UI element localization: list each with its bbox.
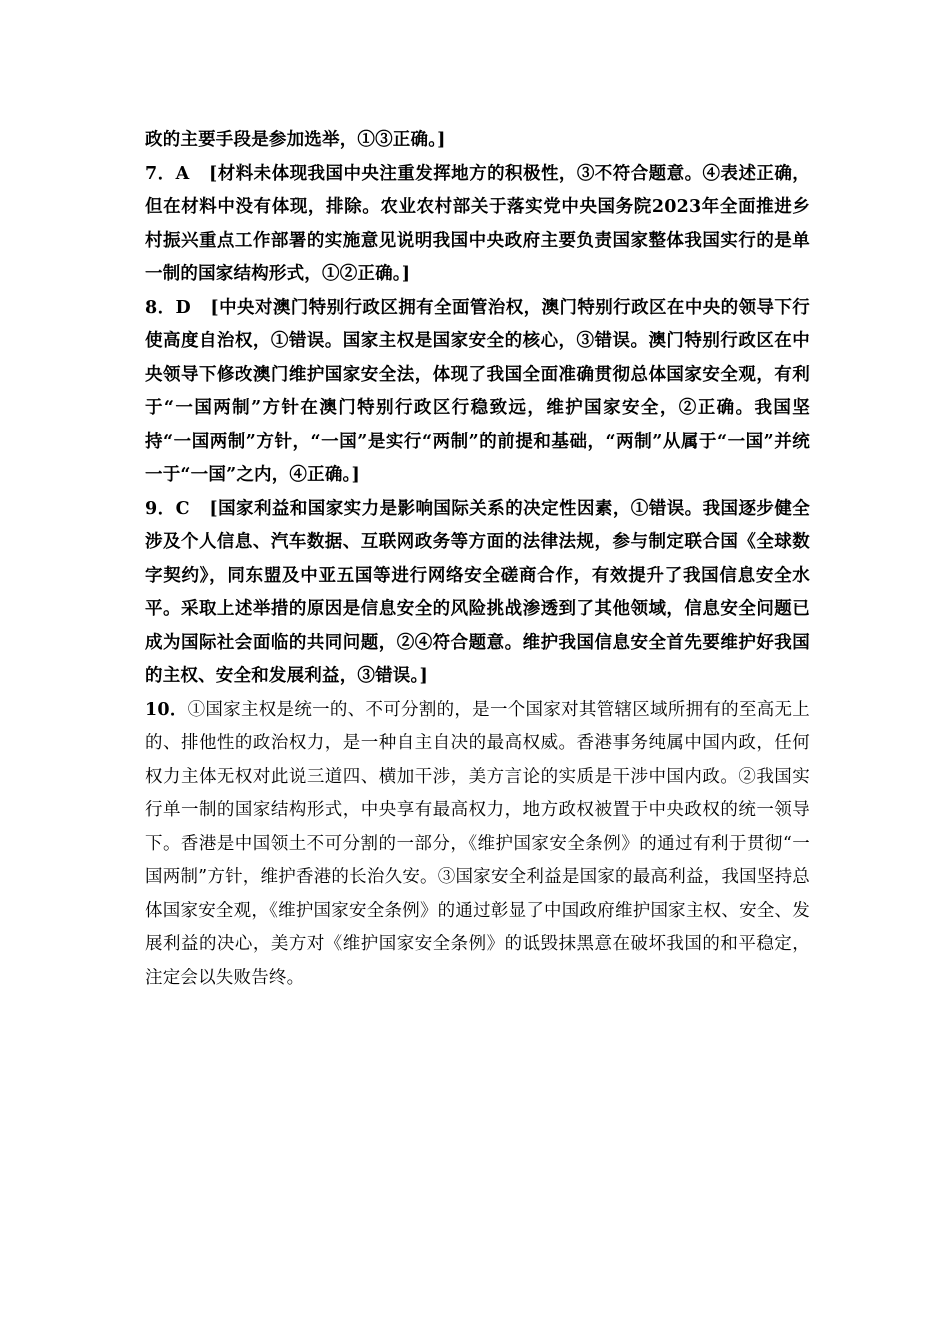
item-text: ①国家主权是统一的、不可分割的，是一个国家对其管辖区域所拥有的至高无上的、排他性的政治权力，是一种自主自决的最高权威。香港事务纯属中国内政，任何权力主体无权对此说三道四、横加干涉，美方言论的实质是干涉中国内政。②我国实行单一制的国家结构形式，中央享有最高权力，地方政权被置于中央政权的统一领导下。香港是中国领土不可分割的一部分，《维护国家安全条例》的通过有利于贯彻“一国两制”方针，维护香港的长治久安。③国家安全利益是国家的最高利益，我国坚持总体国家安全观，《维护国家安全条例》的通过彰显了中国政府维护国家主权、安全、发展利益的决心，美方对《维护国家安全条例》的诋毁抹黑意在破坏我国的和平稳定，注定会以失败告终。 <box>145 699 810 988</box>
item-text: [材料未体现我国中央注重发挥地方的积极性，③不符合题意。④表述正确，但在材料中没有体现，排除。农业农村部关于落实党中央国务院2023年全面推进乡村振兴重点工作部署的实施意见说明我国中央政府主要负责国家整体我国实行的是单一制的国家结构形式，①②正确。] <box>145 163 811 284</box>
item-text: [中央对澳门特别行政区拥有全面管治权，澳门特别行政区在中央的领导下行使高度自治权，①错误。国家主权是国家安全的核心，③错误。澳门特别行政区在中央领导下修改澳门维护国家安全法，体现了我国全面准确贯彻总体国家安全观，有利于“一国两制”方针在澳门特别行政区行稳致远，维护国家安全，②正确。我国坚持“一国两制”方针，“一国”是实行“两制”的前提和基础，“两制”从属于“一国”并统一于“一国”之内，④正确。] <box>145 297 811 485</box>
item-text: 政的主要手段是参加选举，①③正确。] <box>145 130 446 150</box>
answer-item-10 <box>145 694 810 996</box>
answer-explanations <box>145 124 810 995</box>
answer-item-9 <box>145 493 810 694</box>
item-text: [国家利益和国家实力是影响国际关系的决定性因素，①错误。我国逐步健全涉及个人信息、汽车数据、互联网政务等方面的法律法规，参与制定联合国《全球数字契约》，同东盟及中亚五国等进行网络安全磋商合作，有效提升了我国信息安全水平。采取上述举措的原因是信息安全的风险挑战渗透到了其他领域，信息安全问题已成为国际社会面临的共同问题，②④符合题意。维护我国信息安全首先要维护好我国的主权、安全和发展利益，③错误。] <box>145 498 811 686</box>
item-number: 8． <box>145 297 176 318</box>
answer-item-8 <box>145 292 810 493</box>
item-number: 9． <box>145 498 176 519</box>
item-answer: C <box>175 498 190 519</box>
item-answer: D <box>175 297 191 318</box>
item-number: 7． <box>145 163 176 184</box>
answer-item-7 <box>145 158 810 292</box>
answer-item-6-continuation <box>145 124 810 158</box>
item-number: 10． <box>145 699 188 720</box>
item-answer: A <box>175 163 190 184</box>
